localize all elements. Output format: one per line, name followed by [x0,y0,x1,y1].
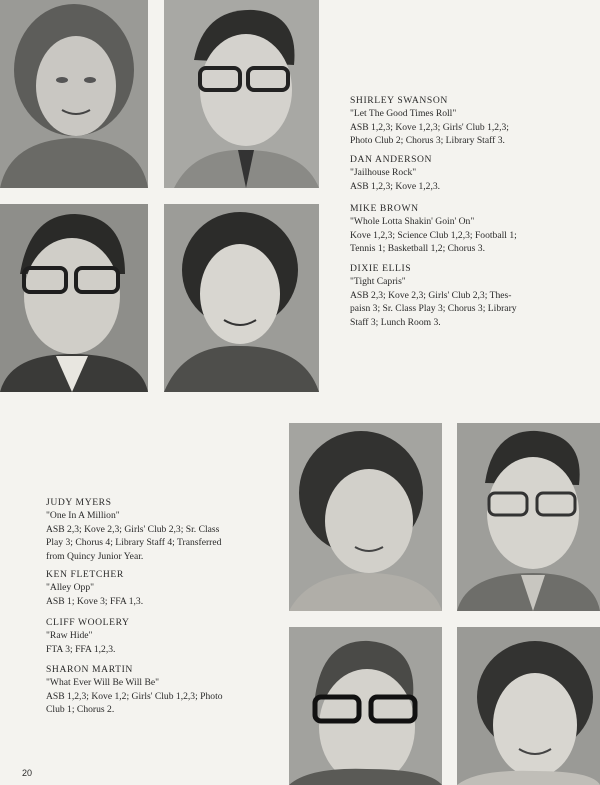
portrait-dixie-ellis [164,204,319,392]
student-quote: "Let The Good Times Roll" [350,108,457,120]
page-number: 20 [22,768,33,778]
student-activities: ASB 2,3; Kove 2,3; Girls' Club 2,3; Thes- paisn 3; Sr. Class Play 3; Chorus 3; Library Staff 3; Lunch Room 3. [350,289,517,328]
entry-cliff-woolery [46,616,261,656]
entry-ken-fletcher [46,568,261,608]
student-quote: "Whole Lotta Shakin' Goin' On" [350,216,475,228]
student-name: JUDY MYERS [46,497,112,508]
student-activities: ASB 2,3; Kove 2,3; Girls' Club 2,3; Sr. Class Play 3; Chorus 4; Library Staff 4; Transferred from Quincy Junior Year. [46,523,222,562]
portrait-mike-brown [0,204,148,392]
student-name: MIKE BROWN [350,203,419,214]
portrait-judy-myers [289,423,442,611]
student-activities: ASB 1,2,3; Kove 1,2,3; Girls' Club 1,2,3; Photo Club 2; Chorus 3; Library Staff 3. [350,121,509,147]
entry-judy-myers [46,496,261,563]
entry-mike-brown [350,202,590,256]
student-activities: FTA 3; FFA 1,2,3. [46,643,116,655]
student-activities: ASB 1; Kove 3; FFA 1,3. [46,595,144,607]
student-activities: Kove 1,2,3; Science Club 1,2,3; Football 1; Tennis 1; Basketball 1,2; Chorus 3. [350,229,517,255]
entry-sharon-martin [46,663,261,717]
portrait-dan-anderson [164,0,319,188]
portrait-ken-fletcher [457,423,600,611]
student-name: SHIRLEY SWANSON [350,95,448,106]
student-quote: "What Ever Will Be Will Be" [46,677,160,689]
entry-dixie-ellis [350,262,590,329]
student-name: DAN ANDERSON [350,154,433,165]
portrait-cliff-woolery [289,627,442,785]
student-activities: ASB 1,2,3; Kove 1,2,3. [350,180,441,192]
entry-shirley-swanson [350,94,590,148]
student-activities: ASB 1,2,3; Kove 1,2; Girls' Club 1,2,3; Photo Club 1; Chorus 2. [46,690,223,716]
student-quote: "Tight Capris" [350,276,406,288]
student-quote: "Alley Opp" [46,582,95,594]
student-name: DIXIE ELLIS [350,263,412,274]
student-quote: "Jailhouse Rock" [350,167,417,179]
student-name: SHARON MARTIN [46,664,133,675]
entry-dan-anderson [350,153,590,193]
student-name: KEN FLETCHER [46,569,124,580]
student-quote: "Raw Hide" [46,630,93,642]
portrait-shirley-swanson [0,0,148,188]
student-name: CLIFF WOOLERY [46,617,130,628]
portrait-sharon-martin [457,627,600,785]
student-quote: "One In A Million" [46,510,120,522]
